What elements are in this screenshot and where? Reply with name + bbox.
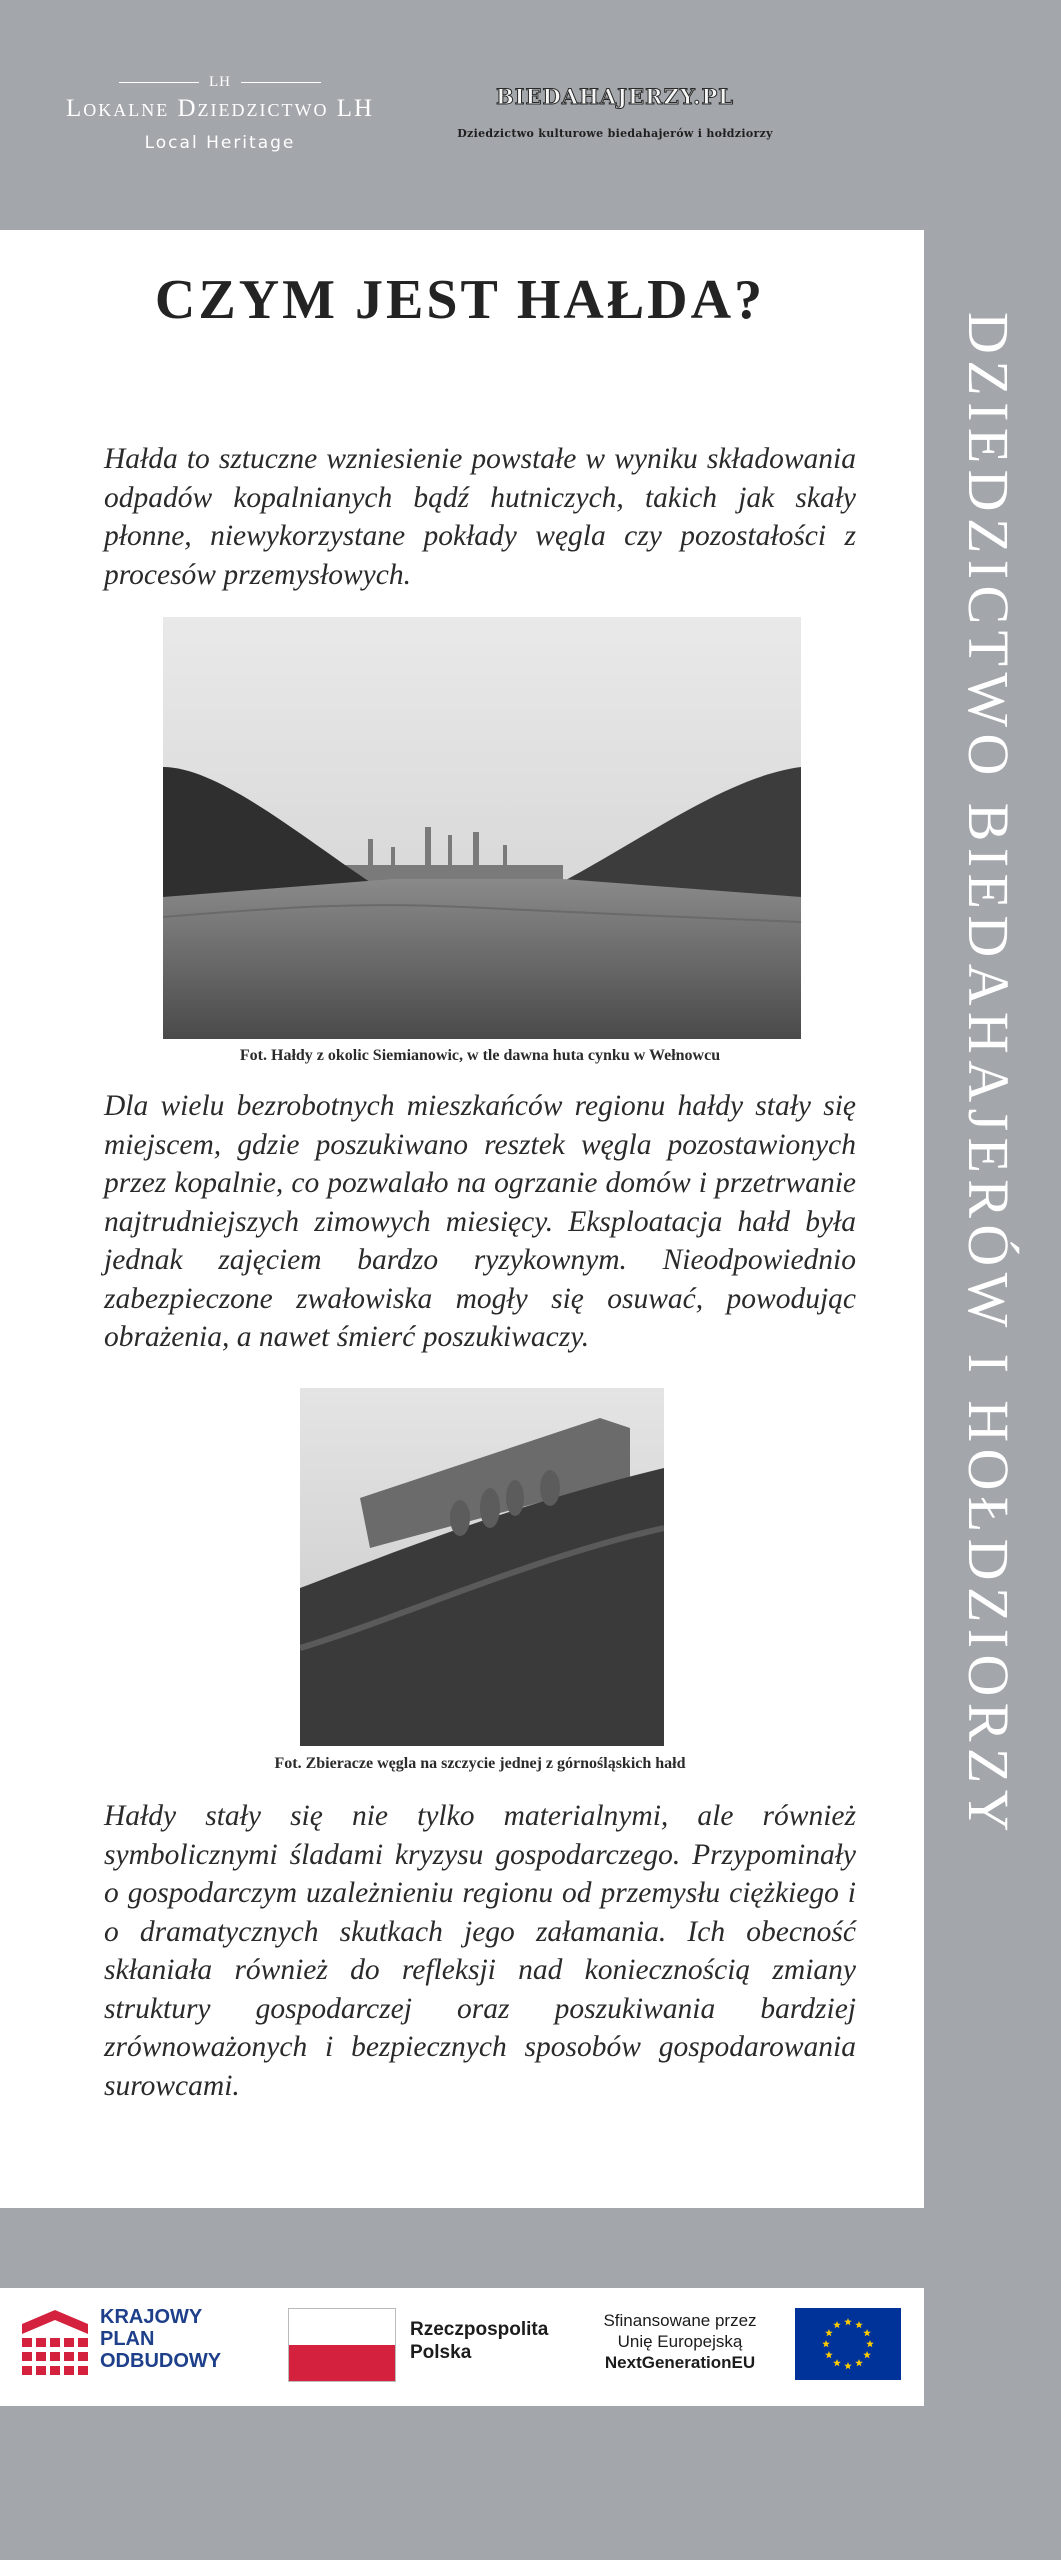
footer-band: [0, 2208, 1061, 2288]
bh-subtitle: Dziedzictwo kulturowe biedahajerów i hołdziorzy: [457, 127, 773, 140]
lh-subtitle: Local Heritage: [144, 133, 296, 153]
kpo-logo-text: KRAJOWY PLAN ODBUDOWY: [100, 2306, 222, 2372]
paragraph-conclusion: Hałdy stały się nie tylko materialnymi, ale również symbolicznymi śladami kryzysu gospodarczego. Przypominały o gospodarczym uzależnieniu regionu od przemysłu ciężkiego i o dramatycznych skutkach jego załamania. Ich obecność skłaniała również do refleksji nad koniecznością zmiany struktury gospodarczej oraz poszukiwania bardziej zrównoważonych i bezpiecznych sposobów gospodarowania surowcami.: [104, 1800, 856, 2102]
rzeczpospolita-polska-text: Rzeczpospolita Polska: [410, 2319, 549, 2363]
heap-landscape-illustration: [163, 617, 801, 1039]
paragraph-history: Dla wielu bezrobotnych mieszkańców regionu hałdy stały się miejscem, gdzie poszukiwano resztek węgla pozostawionych przez kopalnie, co pozwalało na ogrzanie domów i przetrwanie najtrudniejszych zimowych miesięcy. Eksploatacja hałd była jednak zajęciem bardzo ryzykownym. Nieodpowiednio zabezpieczone zwałowiska mogły się osuwać, powodując obrażenia, a nawet śmierć poszukiwaczy.: [104, 1090, 856, 1353]
eu-funding-text: Sfinansowane przez Unię Europejską NextGenerationEU: [603, 2311, 757, 2372]
divider: [119, 82, 199, 83]
eu-flag-icon: [795, 2308, 901, 2380]
bottom-band: [0, 2406, 1061, 2560]
polish-flag-icon: [288, 2308, 396, 2382]
kpo-logo-icon: [22, 2310, 88, 2380]
paragraph-intro: Hałda to sztuczne wzniesienie powstałe w wyniku składowania odpadów kopalnianych bądź hutniczych, takich jak skały płonne, niewykorzystane pokłady węgla czy pozostałości z procesów przemysłowych.: [104, 443, 856, 591]
photo-caption-2: Fot. Zbieracze węgla na szczycie jednej z górnośląskich hałd: [274, 1755, 686, 1772]
lokalne-dziedzictwo-logo: [50, 74, 390, 153]
coal-collectors-illustration: [300, 1388, 664, 1746]
side-vertical-title: DZIEDZICTWO BIEDAHAJERÓW I HOŁDZIORZY: [956, 312, 1021, 1838]
lh-title: Lokalne Dziedzictwo LH: [65, 95, 375, 122]
photo-zbieracze-wegla: [300, 1388, 664, 1746]
photo-haldy-siemianowice: [163, 617, 801, 1039]
biedahajerzy-logo: [440, 84, 790, 140]
bh-title: BIEDAHAJERZY.PL: [495, 84, 735, 109]
page-title: CZYM JEST HAŁDA?: [154, 269, 766, 331]
divider: [241, 82, 321, 83]
photo-caption-1: Fot. Hałdy z okolic Siemianowic, w tle dawna huta cynku w Wełnowcu: [239, 1047, 721, 1064]
lh-monogram: LH: [209, 74, 231, 90]
